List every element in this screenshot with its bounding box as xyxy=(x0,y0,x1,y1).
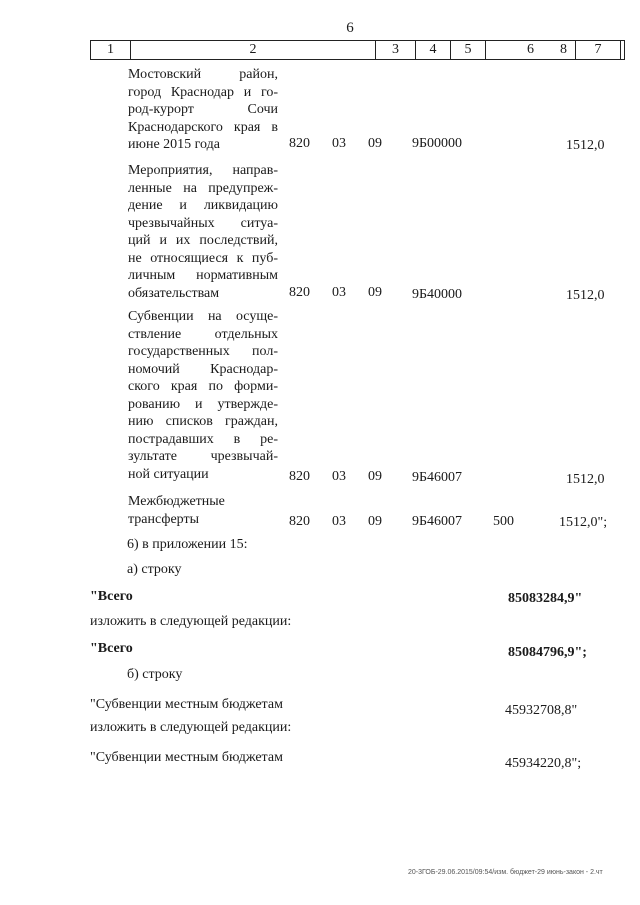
row-description xyxy=(128,308,278,483)
total-value-new: 85084796,9"; xyxy=(508,645,587,660)
table-header-cell: 1 xyxy=(91,41,131,59)
cell-c5: 09 xyxy=(368,285,382,300)
cell-c4: 03 xyxy=(332,136,346,151)
row-description xyxy=(128,493,278,528)
table-header-cell: 5 xyxy=(451,41,486,59)
description-line: зультате чрезвычай- xyxy=(128,449,278,464)
table-header-cell: 8 xyxy=(560,42,567,57)
cell-c6: 9Б46007 xyxy=(412,470,463,485)
cell-c4: 03 xyxy=(332,514,346,529)
description-line: обязательствам xyxy=(128,285,220,301)
row-description xyxy=(128,66,278,154)
cell-c5: 09 xyxy=(368,136,382,151)
total-label-new: "Всего xyxy=(90,641,133,656)
cell-c8: 1512,0"; xyxy=(559,515,608,530)
description-line: чрезвычайных ситуа- xyxy=(128,215,278,231)
item-b-text: б) строку xyxy=(127,667,183,682)
description-line: номочий Краснодар- xyxy=(128,361,278,377)
cell-c5: 09 xyxy=(368,514,382,529)
description-line: ной ситуации xyxy=(128,466,209,482)
table-header-row xyxy=(90,40,625,60)
cell-c3: 820 xyxy=(289,285,310,300)
table-header-cell: 4 xyxy=(416,41,451,59)
description-line: личным нормативным xyxy=(128,268,278,283)
cell-c3: 820 xyxy=(289,469,310,484)
footer-file-code: 20-3ГОБ-29.06.2015/09:54/изм. бюджет-29 июнь-закон - 2.чт xyxy=(408,869,603,876)
edit-phrase: изложить в следующей редакции: xyxy=(90,720,292,735)
description-line: город Краснодар и го- xyxy=(128,84,278,100)
description-line: Краснодарского края в xyxy=(128,119,278,135)
cell-c8: 1512,0 xyxy=(566,288,605,303)
table-header-cell: 7 xyxy=(576,41,621,59)
cell-c6: 9Б46007 xyxy=(412,514,463,529)
table-header-cell: 2 xyxy=(131,41,376,59)
page-number: 6 xyxy=(346,20,354,36)
description-line: не относящиеся к пуб- xyxy=(128,250,278,266)
description-line: Субвенции на осуще- xyxy=(128,309,278,324)
cell-c3: 820 xyxy=(289,136,310,151)
subvention-value-new: 45934220,8"; xyxy=(505,756,582,771)
description-line: род-курорт Сочи xyxy=(128,102,278,117)
description-line: Межбюджетные xyxy=(128,494,225,509)
description-line: трансферты xyxy=(128,511,200,527)
cell-c6: 9Б40000 xyxy=(412,287,463,302)
description-line: ций и их последствий, xyxy=(128,233,278,248)
subvention-label-new: "Субвенции местным бюджетам xyxy=(90,750,283,765)
description-line: ствление отдельных xyxy=(128,326,278,342)
cell-c7: 500 xyxy=(493,514,514,529)
cell-c4: 03 xyxy=(332,285,346,300)
description-line: ского края по форми- xyxy=(128,379,278,394)
description-line: Мероприятия, направ- xyxy=(128,163,278,178)
table-header-cell: 6 xyxy=(486,41,576,59)
total-value-old: 85083284,9" xyxy=(508,591,583,606)
item-6-text: 6) в приложении 15: xyxy=(127,537,248,552)
table-header-cell: 3 xyxy=(376,41,416,59)
cell-c8: 1512,0 xyxy=(566,472,605,487)
cell-c8: 1512,0 xyxy=(566,138,605,153)
description-line: рованию и утвержде- xyxy=(128,396,278,412)
edit-phrase: изложить в следующей редакции: xyxy=(90,614,292,629)
description-line: нию списков граждан, xyxy=(128,414,278,429)
description-line: ленные на предупреж- xyxy=(128,180,278,196)
cell-c3: 820 xyxy=(289,514,310,529)
cell-c4: 03 xyxy=(332,469,346,484)
description-line: Мостовский район, xyxy=(128,67,278,82)
description-line: июне 2015 года xyxy=(128,137,220,152)
item-a-text: а) строку xyxy=(127,562,182,577)
total-label-old: "Всего xyxy=(90,589,133,604)
subvention-value-old: 45932708,8" xyxy=(505,703,578,718)
description-line: дение и ликвидацию xyxy=(128,198,278,213)
description-line: пострадавших в ре- xyxy=(128,431,278,447)
description-line: государственных пол- xyxy=(128,344,278,359)
subvention-label-old: "Субвенции местным бюджетам xyxy=(90,697,283,712)
row-description xyxy=(128,162,278,302)
cell-c6: 9Б00000 xyxy=(412,136,463,151)
cell-c5: 09 xyxy=(368,469,382,484)
